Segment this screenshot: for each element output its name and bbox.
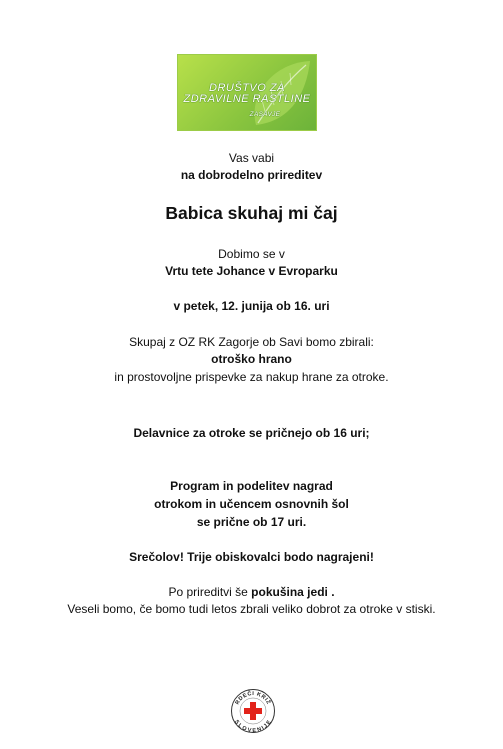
program-line2: otrokom in učencem osnovnih šol: [154, 497, 349, 511]
raffle-line: Srečolov! Trije obiskovalci bodo nagrajeni!: [129, 550, 374, 564]
red-cross-logo: [230, 688, 276, 734]
logo-text-line1: DRUŠTVO ZA: [209, 82, 285, 94]
program-line3: se prične ob 17 uri.: [196, 515, 307, 529]
collection-line3: in prostovoljne prispevke za nakup hrane za otroke.: [114, 370, 389, 384]
closing-line2: Veseli bomo, če bomo tudi letos zbrali veliko dobrot za otroke v stiski.: [67, 602, 436, 616]
collection-line2: otroško hrano: [211, 352, 292, 366]
venue-line1: Dobimo se v: [218, 247, 285, 261]
red-cross-bottom-text: SLOVENIJE: [233, 719, 273, 734]
event-title: Babica skuhaj mi čaj: [165, 203, 338, 223]
closing-line1: [0, 585, 503, 599]
logo-text-line2: ZDRAVILNE RASTLINE: [183, 93, 311, 105]
red-cross-icon: [230, 688, 276, 734]
invite-line1: Vas vabi: [228, 151, 275, 165]
closing-line1-text: Po prireditvi še: [168, 585, 252, 599]
logo-text-line3: ZASAVJE: [249, 111, 281, 118]
venue-line2: Vrtu tete Johance v Evroparku: [165, 264, 338, 278]
closing-line1-bold: pokušina jedi .: [251, 585, 335, 599]
program-line1: Program in podelitev nagrad: [170, 479, 333, 493]
invite-line2: na dobrodelno prireditev: [180, 168, 323, 182]
workshops-line: Delavnice za otroke se pričnejo ob 16 uri;: [133, 426, 370, 440]
red-cross-top-text: RDEČI KRIŽ: [234, 690, 272, 706]
society-logo: [178, 55, 316, 130]
event-date: v petek, 12. junija ob 16. uri: [173, 299, 330, 313]
collection-line1: Skupaj z OZ RK Zagorje ob Savi bomo zbirali:: [129, 335, 374, 349]
